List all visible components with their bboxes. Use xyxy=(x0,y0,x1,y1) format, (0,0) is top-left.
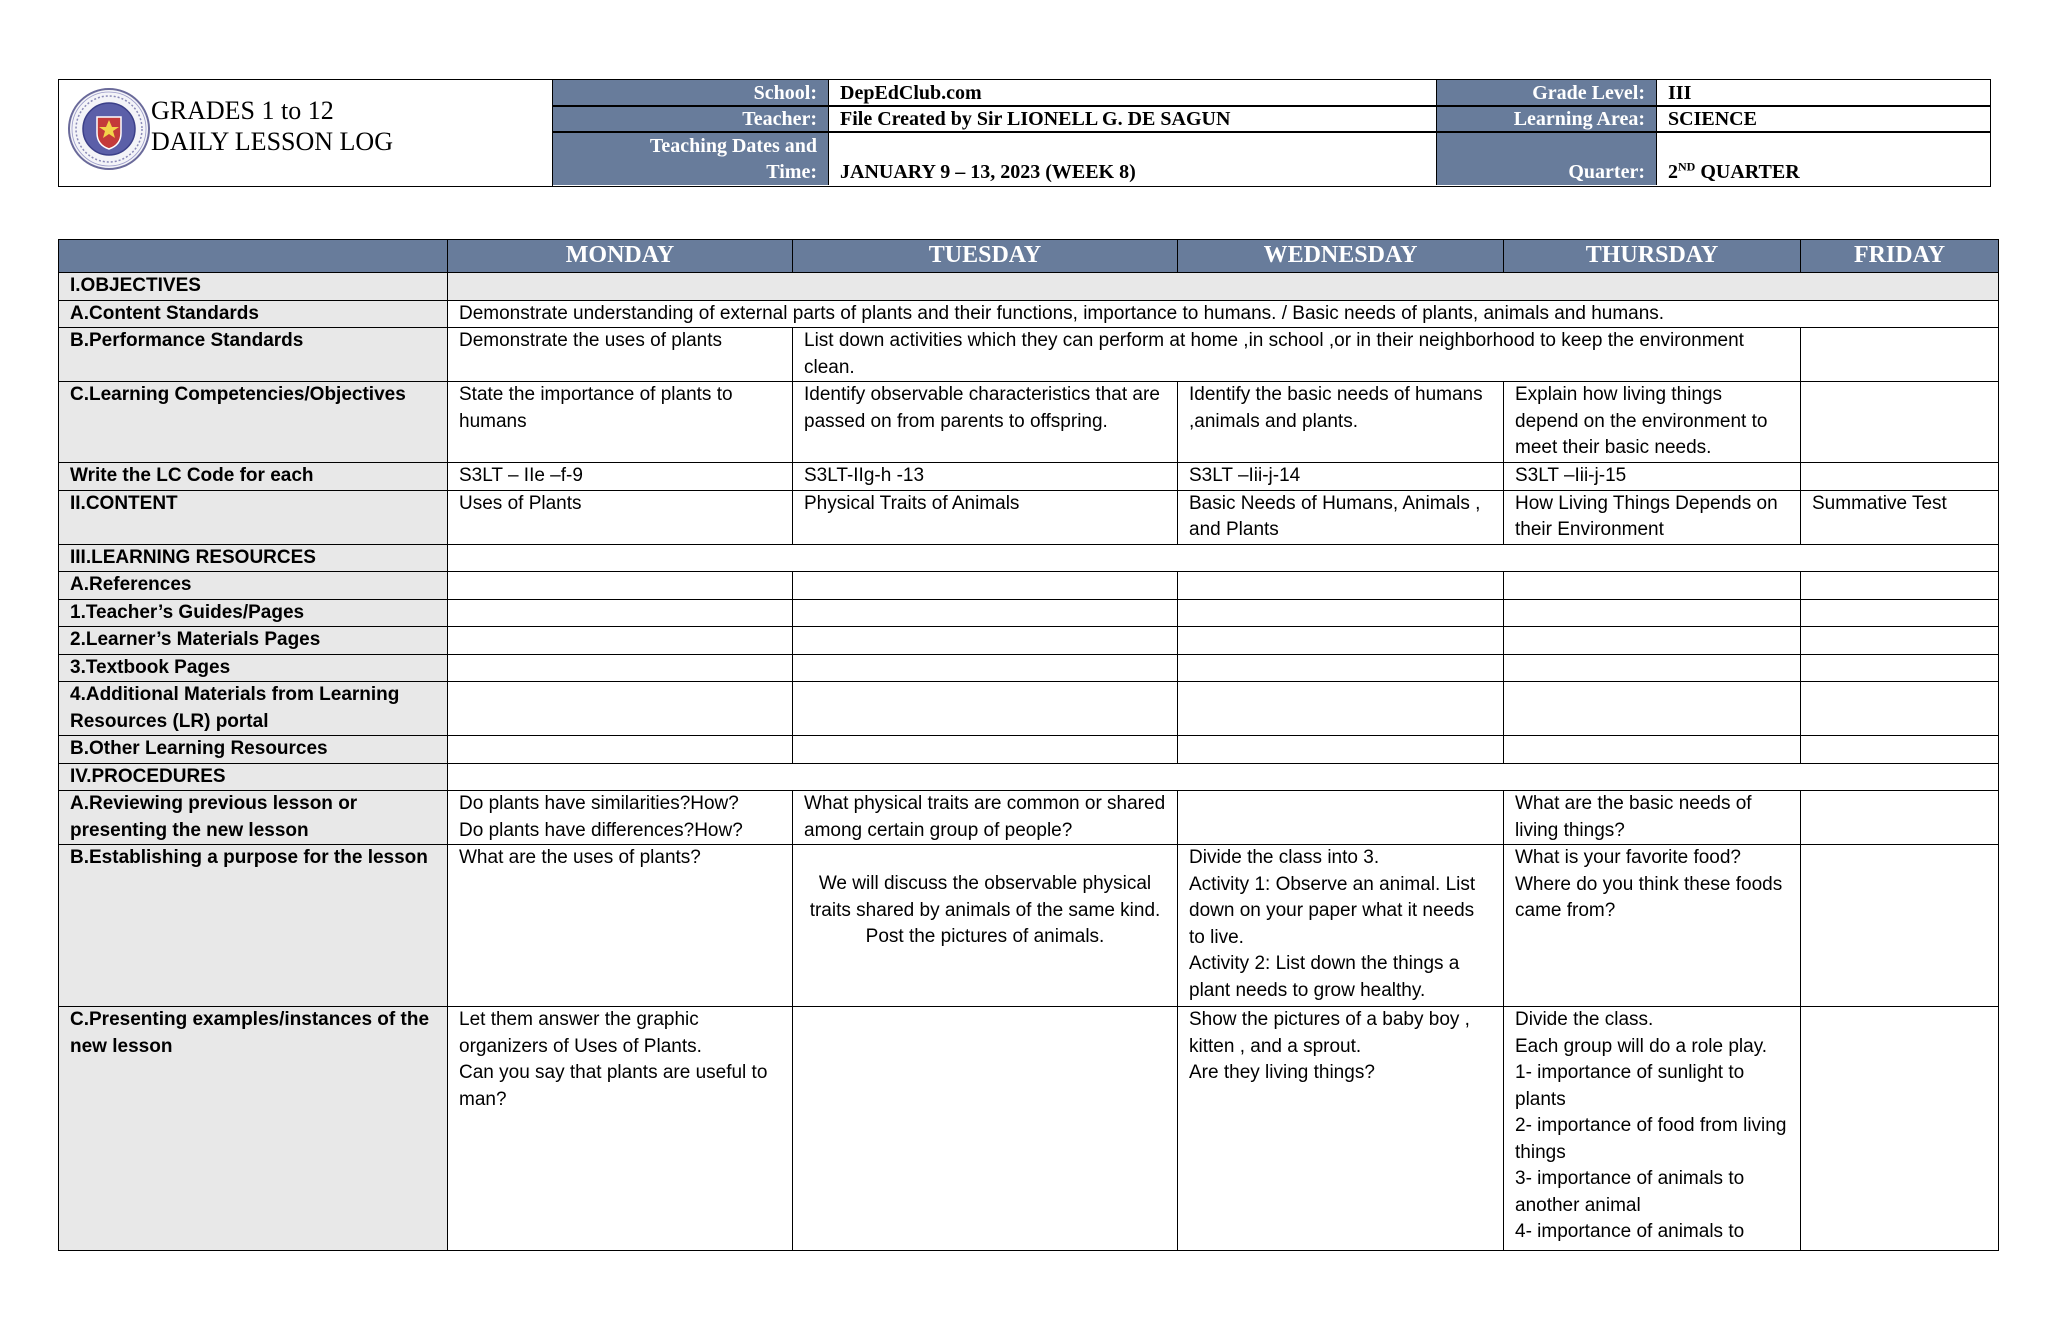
performance-standards-tue-thu: List down activities which they can perform at home ,in school ,or in their neighborhood to keep the environment clean. xyxy=(793,328,1801,382)
lc-code-label: Write the LC Code for each xyxy=(59,463,448,491)
content-standards-text: Demonstrate understanding of external parts of plants and their functions, importance to humans. / Basic needs of plants, animals and humans. xyxy=(448,300,1999,328)
content-monday: Uses of Plants xyxy=(448,490,793,544)
reviewing-wednesday xyxy=(1178,791,1504,845)
establishing-label: B.Establishing a purpose for the lesson xyxy=(59,845,448,1007)
teaching-dates-label-line1: Teaching Dates and xyxy=(649,135,817,157)
presenting-row xyxy=(59,1007,1999,1251)
additional-materials-row xyxy=(59,682,1999,736)
competencies-thursday: Explain how living things depend on the environment to meet their basic needs. xyxy=(1504,382,1801,463)
lc-code-thursday: S3LT –Iii-j-15 xyxy=(1504,463,1801,491)
teaching-dates-label-line2: Time: xyxy=(766,161,817,183)
lc-code-monday: S3LT – IIe –f-9 xyxy=(448,463,793,491)
establishing-monday: What are the uses of plants? xyxy=(448,845,793,1007)
content-tuesday: Physical Traits of Animals xyxy=(793,490,1178,544)
learning-resources-row xyxy=(59,544,1999,572)
references-label: A.References xyxy=(59,572,448,600)
teaching-dates-value: JANUARY 9 – 13, 2023 (WEEK 8) xyxy=(829,132,1437,185)
reviewing-friday xyxy=(1801,791,1999,845)
learning-area-value: SCIENCE xyxy=(1668,108,1757,130)
objectives-section-fill xyxy=(448,273,1999,301)
content-standards-row xyxy=(59,300,1999,328)
procedures-label: IV.PROCEDURES xyxy=(59,763,448,791)
day-header-thursday: THURSDAY xyxy=(1504,240,1801,273)
competencies-wednesday: Identify the basic needs of humans ,animals and plants. xyxy=(1178,382,1504,463)
day-header-wednesday: WEDNESDAY xyxy=(1178,240,1504,273)
performance-standards-label: B.Performance Standards xyxy=(59,328,448,382)
learners-materials-row xyxy=(59,627,1999,655)
lc-code-wednesday: S3LT –Iii-j-14 xyxy=(1178,463,1504,491)
objectives-row xyxy=(59,273,1999,301)
other-resources-label: B.Other Learning Resources xyxy=(59,736,448,764)
presenting-label: C.Presenting examples/instances of the new lesson xyxy=(59,1007,448,1251)
quarter-value-number: 2 xyxy=(1668,161,1678,183)
content-wednesday: Basic Needs of Humans, Animals , and Plants xyxy=(1178,490,1504,544)
establishing-row xyxy=(59,845,1999,1007)
quarter-label: Quarter: xyxy=(1437,132,1657,185)
learning-resources-label: III.LEARNING RESOURCES xyxy=(59,544,448,572)
references-row xyxy=(59,572,1999,600)
lesson-log-header xyxy=(58,79,1991,187)
procedures-fill xyxy=(448,763,1999,791)
competencies-monday: State the importance of plants to humans xyxy=(448,382,793,463)
establishing-wednesday: Divide the class into 3. Activity 1: Observe an animal. List down on your paper what it needs to live. Activity 2: List down the things a plant needs to grow healthy. xyxy=(1178,845,1504,1007)
day-header-friday: FRIDAY xyxy=(1801,240,1999,273)
header-title-block xyxy=(59,80,553,186)
teacher-value: File Created by Sir LIONELL G. DE SAGUN xyxy=(829,106,1437,132)
procedures-row xyxy=(59,763,1999,791)
performance-standards-monday: Demonstrate the uses of plants xyxy=(448,328,793,382)
day-header-monday: MONDAY xyxy=(448,240,793,273)
competencies-label: C.Learning Competencies/Objectives xyxy=(59,382,448,463)
content-thursday: How Living Things Depends on their Environment xyxy=(1504,490,1801,544)
quarter-value xyxy=(1657,132,1990,185)
lc-code-friday xyxy=(1801,463,1999,491)
teachers-guides-row xyxy=(59,599,1999,627)
presenting-tuesday xyxy=(793,1007,1178,1251)
grade-level-label: Grade Level: xyxy=(1437,80,1657,106)
competencies-friday xyxy=(1801,382,1999,463)
textbook-pages-label: 3.Textbook Pages xyxy=(59,654,448,682)
deped-seal-icon xyxy=(67,87,151,171)
reviewing-label: A.Reviewing previous lesson or presenting the new lesson xyxy=(59,791,448,845)
quarter-value-text: QUARTER xyxy=(1695,161,1800,183)
teaching-dates-label xyxy=(553,132,829,185)
establishing-friday xyxy=(1801,845,1999,1007)
day-header-tuesday: TUESDAY xyxy=(793,240,1178,273)
header-title-line1: GRADES 1 to 12 xyxy=(151,96,334,125)
presenting-friday xyxy=(1801,1007,1999,1251)
competencies-tuesday: Identify observable characteristics that are passed on from parents to offspring. xyxy=(793,382,1178,463)
lc-code-row xyxy=(59,463,1999,491)
objectives-label: I.OBJECTIVES xyxy=(59,273,448,301)
learners-materials-label: 2.Learner’s Materials Pages xyxy=(59,627,448,655)
presenting-thursday: Divide the class. Each group will do a role play. 1- importance of sunlight to plants 2- importance of food from living things 3- importance of animals to another animal 4- importance of animals to xyxy=(1504,1007,1801,1251)
other-resources-row xyxy=(59,736,1999,764)
header-corner-cell xyxy=(59,240,448,273)
school-value: DepEdClub.com xyxy=(829,80,1437,106)
competencies-row xyxy=(59,382,1999,463)
learning-area-label: Learning Area: xyxy=(1437,106,1657,132)
establishing-tuesday: We will discuss the observable physical traits shared by animals of the same kind. Post the pictures of animals. xyxy=(793,845,1178,1007)
school-label: School: xyxy=(553,80,829,106)
content-standards-label: A.Content Standards xyxy=(59,300,448,328)
day-header-row xyxy=(59,240,1999,273)
teacher-label: Teacher: xyxy=(553,106,829,132)
daily-lesson-log-table xyxy=(58,239,1999,1251)
reviewing-monday: Do plants have similarities?How? Do plants have differences?How? xyxy=(448,791,793,845)
grade-level-value: III xyxy=(1668,82,1692,104)
reviewing-tuesday: What physical traits are common or shared among certain group of people? xyxy=(793,791,1178,845)
content-friday: Summative Test xyxy=(1801,490,1999,544)
teachers-guides-label: 1.Teacher’s Guides/Pages xyxy=(59,599,448,627)
reviewing-row xyxy=(59,791,1999,845)
additional-materials-label: 4.Additional Materials from Learning Resources (LR) portal xyxy=(59,682,448,736)
content-row xyxy=(59,490,1999,544)
quarter-value-ordinal: ND xyxy=(1678,159,1696,174)
presenting-monday: Let them answer the graphic organizers of Uses of Plants. Can you say that plants are useful to man? xyxy=(448,1007,793,1251)
performance-standards-row xyxy=(59,328,1999,382)
lc-code-tuesday: S3LT-IIg-h -13 xyxy=(793,463,1178,491)
learning-resources-fill xyxy=(448,544,1999,572)
establishing-thursday: What is your favorite food? Where do you think these foods came from? xyxy=(1504,845,1801,1007)
performance-standards-friday xyxy=(1801,328,1999,382)
presenting-wednesday: Show the pictures of a baby boy , kitten , and a sprout. Are they living things? xyxy=(1178,1007,1504,1251)
textbook-pages-row xyxy=(59,654,1999,682)
reviewing-thursday: What are the basic needs of living things? xyxy=(1504,791,1801,845)
content-label: II.CONTENT xyxy=(59,490,448,544)
header-title-line2: DAILY LESSON LOG xyxy=(151,127,393,156)
